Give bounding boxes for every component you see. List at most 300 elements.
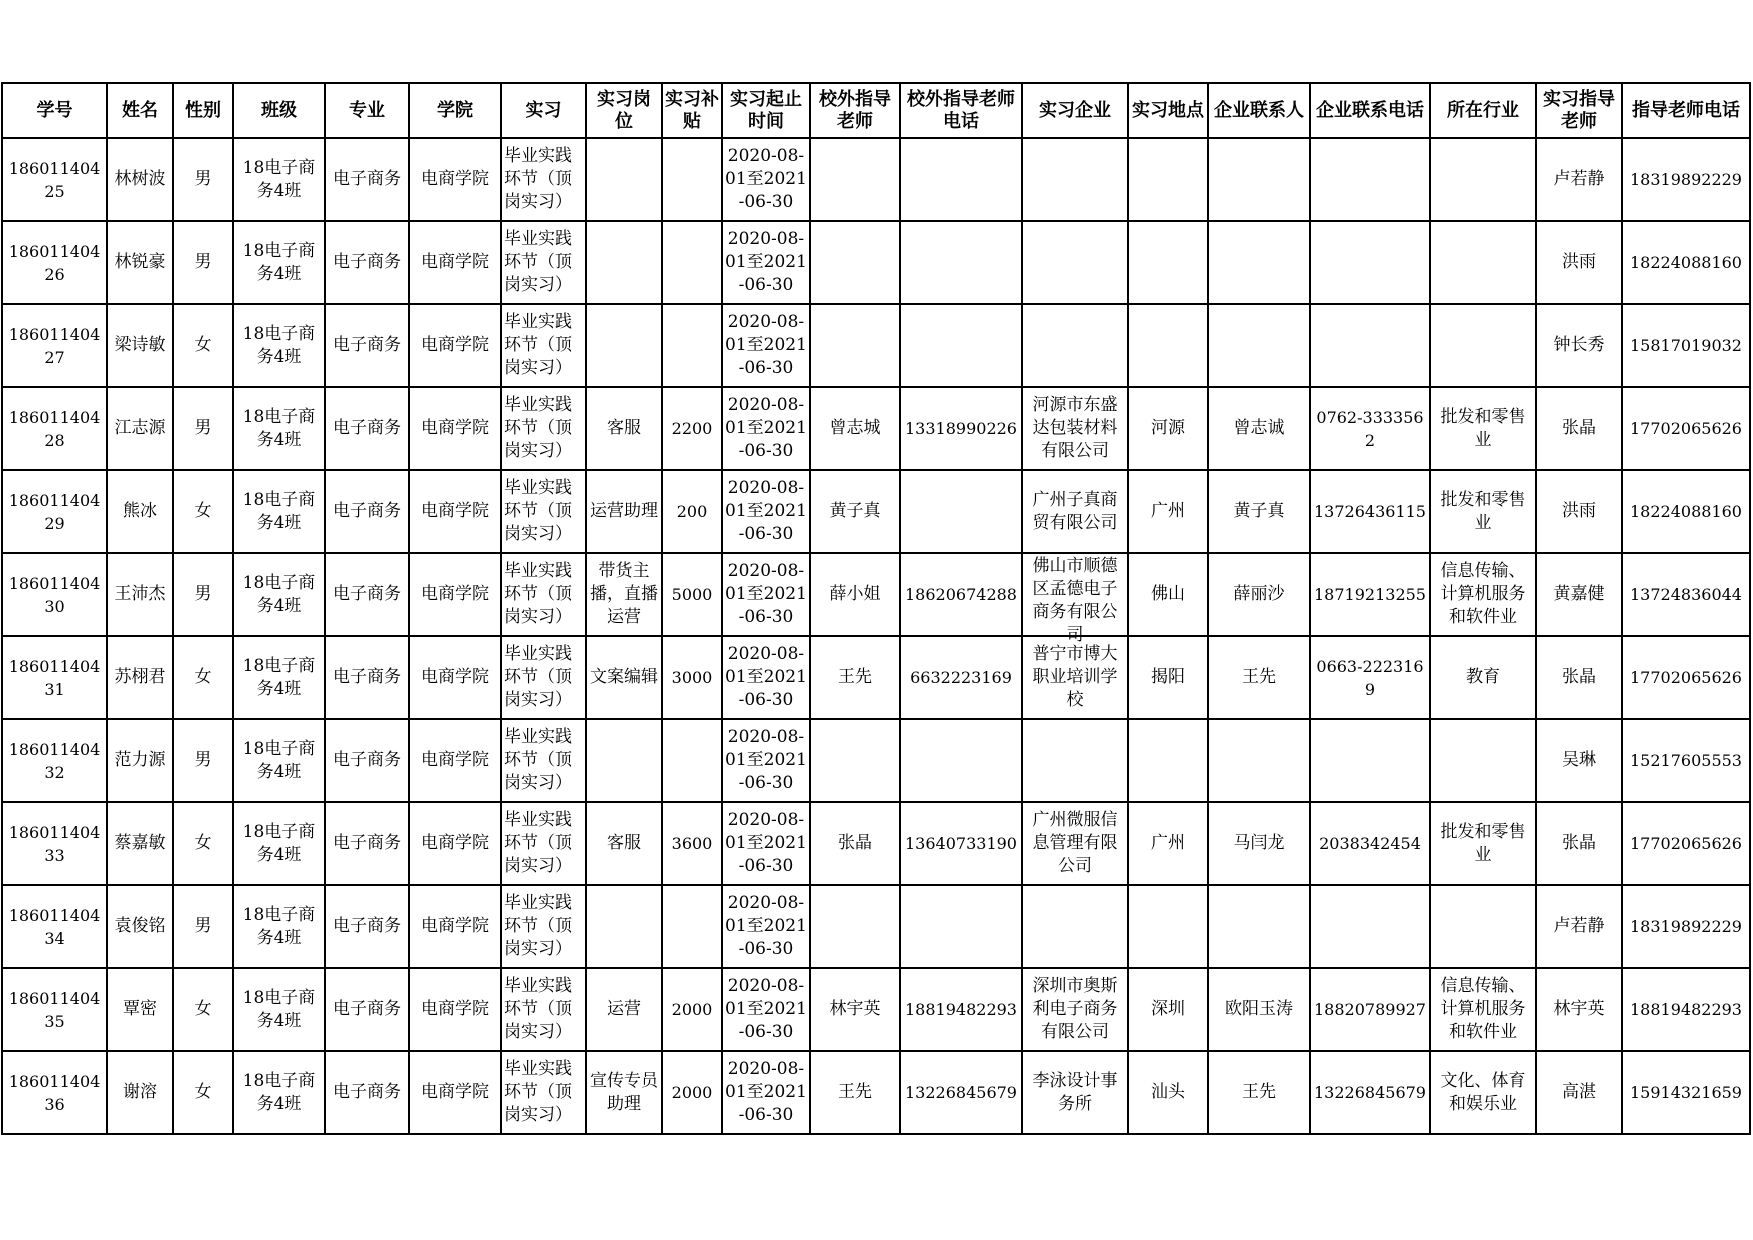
column-header: 指导老师电话 <box>1622 83 1750 138</box>
cell-text: 毕业实践环节（顶岗实习） <box>504 146 572 212</box>
cell-text: 2020-08-01至2021-06-30 <box>725 312 807 378</box>
cell-text: 河源 <box>1151 418 1185 438</box>
table-cell <box>662 387 722 470</box>
cell-text: 13318990226 <box>905 419 1017 438</box>
cell-text: 毕业实践环节（顶岗实习） <box>504 1059 572 1125</box>
column-header: 性别 <box>173 83 233 138</box>
table-cell <box>1128 802 1208 885</box>
table-cell <box>586 719 662 802</box>
cell-text: 电子商务 <box>333 335 401 355</box>
cell-text: 18电子商务4班 <box>242 738 316 782</box>
column-header: 企业联系人 <box>1208 83 1310 138</box>
column-header: 校外指导老师电话 <box>900 83 1022 138</box>
table-cell <box>900 553 1022 636</box>
table-cell <box>1310 304 1430 387</box>
cell-text: 18601140425 <box>8 158 101 201</box>
table-cell <box>1430 636 1536 719</box>
table-cell <box>1622 1051 1750 1134</box>
table-cell <box>1310 138 1430 221</box>
table-cell <box>173 968 233 1051</box>
cell-text: 女 <box>194 999 212 1019</box>
cell-text: 张晶 <box>1562 833 1596 853</box>
cell-text: 卢若静 <box>1553 916 1605 936</box>
table-cell <box>1310 719 1430 802</box>
cell-text: 18电子商务4班 <box>242 572 316 616</box>
table-cell <box>107 885 173 968</box>
table-cell <box>722 802 810 885</box>
cell-text: 男 <box>194 916 212 936</box>
cell-text: 女 <box>194 833 212 853</box>
table-cell <box>501 719 586 802</box>
table-row <box>2 304 1750 387</box>
cell-text: 河源市东盛达包装材料有限公司 <box>1032 395 1118 461</box>
cell-text: 林树波 <box>114 169 166 189</box>
table-cell <box>662 304 722 387</box>
cell-text: 电商学院 <box>421 501 489 521</box>
table-cell <box>662 719 722 802</box>
table-row <box>2 636 1750 719</box>
cell-text: 深圳市奥斯利电子商务有限公司 <box>1032 976 1118 1042</box>
table-cell <box>810 719 900 802</box>
cell-text: 2020-08-01至2021-06-30 <box>725 1059 807 1125</box>
table-cell <box>501 553 586 636</box>
cell-text: 2200 <box>671 419 713 438</box>
cell-text: 13724836044 <box>1630 585 1742 604</box>
table-cell <box>2 802 107 885</box>
table-cell <box>1208 968 1310 1051</box>
column-header: 所在行业 <box>1430 83 1536 138</box>
cell-text: 覃密 <box>123 999 157 1019</box>
table-cell <box>233 1051 325 1134</box>
cell-text: 18601140427 <box>8 324 101 367</box>
cell-text: 18319892229 <box>1630 917 1742 936</box>
table-cell <box>1208 470 1310 553</box>
cell-text: 电子商务 <box>333 667 401 687</box>
table-cell <box>2 885 107 968</box>
cell-text: 13726436115 <box>1314 502 1426 521</box>
cell-text: 18620674288 <box>905 585 1017 604</box>
table-cell <box>233 802 325 885</box>
cell-text: 电子商务 <box>333 418 401 438</box>
cell-text: 钟长秀 <box>1553 335 1605 355</box>
table-cell <box>586 636 662 719</box>
table-cell <box>409 719 501 802</box>
cell-text: 女 <box>194 335 212 355</box>
cell-text: 男 <box>194 252 212 272</box>
table-cell <box>1128 553 1208 636</box>
cell-text: 毕业实践环节（顶岗实习） <box>504 478 572 544</box>
table-cell <box>722 885 810 968</box>
table-cell <box>1022 636 1128 719</box>
table-cell <box>1208 636 1310 719</box>
cell-text: 毕业实践环节（顶岗实习） <box>504 893 572 959</box>
cell-text: 18电子商务4班 <box>242 987 316 1031</box>
table-cell <box>900 968 1022 1051</box>
table-cell <box>1310 1051 1430 1134</box>
table-row <box>2 719 1750 802</box>
cell-text: 佛山 <box>1151 584 1185 604</box>
table-cell <box>1622 221 1750 304</box>
cell-text: 谢溶 <box>123 1082 157 1102</box>
cell-text: 熊冰 <box>123 501 157 521</box>
column-header: 实习指导老师 <box>1536 83 1622 138</box>
table-cell <box>900 221 1022 304</box>
table-cell <box>173 470 233 553</box>
cell-text: 2020-08-01至2021-06-30 <box>725 644 807 710</box>
cell-text: 林锐豪 <box>114 252 166 272</box>
table-cell <box>586 885 662 968</box>
table-cell <box>1208 885 1310 968</box>
cell-text: 卢若静 <box>1553 169 1605 189</box>
table-cell <box>409 636 501 719</box>
table-cell <box>1022 138 1128 221</box>
cell-text: 文化、体育和娱乐业 <box>1440 1070 1526 1114</box>
table-cell <box>409 968 501 1051</box>
table-cell <box>173 802 233 885</box>
cell-text: 18601140432 <box>8 739 101 782</box>
cell-text: 张晶 <box>1562 418 1596 438</box>
table-cell <box>1536 719 1622 802</box>
table-cell <box>107 553 173 636</box>
table-cell <box>810 802 900 885</box>
cell-text: 18224088160 <box>1630 502 1742 521</box>
table-cell <box>1622 553 1750 636</box>
cell-text: 薛小姐 <box>829 584 881 604</box>
table-row <box>2 221 1750 304</box>
cell-text: 曾志诚 <box>1233 418 1285 438</box>
table-cell <box>1536 885 1622 968</box>
column-header: 实习岗位 <box>586 83 662 138</box>
table-cell <box>325 885 409 968</box>
table-cell <box>233 304 325 387</box>
table-cell <box>409 885 501 968</box>
cell-text: 毕业实践环节（顶岗实习） <box>504 810 572 876</box>
cell-text: 揭阳 <box>1151 667 1185 687</box>
table-cell <box>1622 968 1750 1051</box>
cell-text: 批发和零售业 <box>1440 406 1526 450</box>
cell-text: 18601140435 <box>8 988 101 1031</box>
table-cell <box>586 553 662 636</box>
cell-text: 18819482293 <box>905 1000 1017 1019</box>
cell-text: 18601140431 <box>8 656 101 699</box>
cell-text: 18319892229 <box>1630 170 1742 189</box>
table-cell <box>1208 221 1310 304</box>
table-cell <box>1622 387 1750 470</box>
table-row <box>2 968 1750 1051</box>
cell-text: 18电子商务4班 <box>242 240 316 284</box>
column-header: 专业 <box>325 83 409 138</box>
table-cell <box>1022 802 1128 885</box>
cell-text: 18电子商务4班 <box>242 489 316 533</box>
cell-text: 李泳设计事务所 <box>1032 1070 1118 1114</box>
cell-text: 教育 <box>1466 667 1500 687</box>
table-cell <box>662 553 722 636</box>
cell-text: 5000 <box>671 585 713 604</box>
cell-text: 电子商务 <box>333 833 401 853</box>
table-cell <box>2 138 107 221</box>
table-cell <box>1022 304 1128 387</box>
table-cell <box>2 636 107 719</box>
cell-text: 18电子商务4班 <box>242 157 316 201</box>
cell-text: 毕业实践环节（顶岗实习） <box>504 395 572 461</box>
cell-text: 批发和零售业 <box>1440 489 1526 533</box>
table-cell <box>810 636 900 719</box>
cell-text: 18601140429 <box>8 490 101 533</box>
internship-table <box>1 82 1751 1135</box>
table-cell <box>2 968 107 1051</box>
table-cell <box>173 138 233 221</box>
cell-text: 信息传输、计算机服务和软件业 <box>1440 976 1526 1042</box>
table-cell <box>409 553 501 636</box>
table-cell <box>586 802 662 885</box>
table-cell <box>501 968 586 1051</box>
table-cell <box>1430 885 1536 968</box>
column-header: 实习起止时间 <box>722 83 810 138</box>
table-cell <box>662 885 722 968</box>
cell-text: 电子商务 <box>333 916 401 936</box>
cell-text: 13226845679 <box>1314 1083 1426 1102</box>
table-cell <box>810 470 900 553</box>
table-cell <box>1022 1051 1128 1134</box>
table-cell <box>900 802 1022 885</box>
cell-text: 男 <box>194 169 212 189</box>
table-cell <box>107 636 173 719</box>
column-header: 企业联系电话 <box>1310 83 1430 138</box>
cell-text: 广州 <box>1151 833 1185 853</box>
cell-text: 江志源 <box>114 418 166 438</box>
column-header: 姓名 <box>107 83 173 138</box>
table-cell <box>722 553 810 636</box>
cell-text: 电商学院 <box>421 999 489 1019</box>
cell-text: 18电子商务4班 <box>242 406 316 450</box>
table-cell <box>1128 968 1208 1051</box>
table-cell <box>233 636 325 719</box>
table-cell <box>409 1051 501 1134</box>
table-cell <box>1310 885 1430 968</box>
cell-text: 2020-08-01至2021-06-30 <box>725 395 807 461</box>
table-cell <box>233 221 325 304</box>
table-cell <box>1430 470 1536 553</box>
cell-text: 广州子真商贸有限公司 <box>1032 489 1118 533</box>
table-cell <box>1310 802 1430 885</box>
cell-text: 吴琳 <box>1562 750 1596 770</box>
cell-text: 2020-08-01至2021-06-30 <box>725 976 807 1042</box>
table-cell <box>233 885 325 968</box>
table-cell <box>107 1051 173 1134</box>
cell-text: 女 <box>194 501 212 521</box>
table-cell <box>900 636 1022 719</box>
table-cell <box>107 719 173 802</box>
table-cell <box>1430 719 1536 802</box>
cell-text: 2038342454 <box>1319 834 1421 853</box>
table-cell <box>1536 304 1622 387</box>
column-header: 校外指导老师 <box>810 83 900 138</box>
cell-text: 批发和零售业 <box>1440 821 1526 865</box>
table-cell <box>1310 470 1430 553</box>
cell-text: 13226845679 <box>905 1083 1017 1102</box>
cell-text: 洪雨 <box>1562 252 1596 272</box>
table-cell <box>722 636 810 719</box>
table-cell <box>1128 1051 1208 1134</box>
table-cell <box>662 802 722 885</box>
cell-text: 蔡嘉敏 <box>114 833 166 853</box>
cell-text: 2000 <box>671 1000 713 1019</box>
table-cell <box>1128 304 1208 387</box>
cell-text: 黄嘉健 <box>1553 584 1605 604</box>
cell-text: 2020-08-01至2021-06-30 <box>725 893 807 959</box>
table-cell <box>233 470 325 553</box>
cell-text: 2020-08-01至2021-06-30 <box>725 727 807 793</box>
cell-text: 18601140428 <box>8 407 101 450</box>
table-cell <box>233 553 325 636</box>
cell-text: 高湛 <box>1562 1082 1596 1102</box>
cell-text: 2020-08-01至2021-06-30 <box>725 229 807 295</box>
table-cell <box>173 1051 233 1134</box>
cell-text: 电商学院 <box>421 252 489 272</box>
table-cell <box>1536 387 1622 470</box>
table-cell <box>501 221 586 304</box>
cell-text: 广州 <box>1151 501 1185 521</box>
cell-text: 2020-08-01至2021-06-30 <box>725 561 807 627</box>
table-row <box>2 885 1750 968</box>
column-header: 学院 <box>409 83 501 138</box>
table-cell <box>1310 221 1430 304</box>
cell-text: 苏栩君 <box>114 667 166 687</box>
cell-text: 林宇英 <box>829 999 881 1019</box>
cell-text: 18224088160 <box>1630 253 1742 272</box>
cell-text: 张晶 <box>838 833 872 853</box>
table-cell <box>1022 553 1128 645</box>
table-cell <box>1536 1051 1622 1134</box>
table-row <box>2 138 1750 221</box>
table-cell <box>810 1051 900 1134</box>
table-cell <box>1022 885 1128 968</box>
cell-text: 薛丽沙 <box>1233 584 1285 604</box>
table-cell <box>1622 885 1750 968</box>
table-cell <box>501 304 586 387</box>
cell-text: 2020-08-01至2021-06-30 <box>725 478 807 544</box>
table-cell <box>810 387 900 470</box>
cell-text: 电商学院 <box>421 169 489 189</box>
table-cell <box>2 719 107 802</box>
table-cell <box>107 387 173 470</box>
table-cell <box>1536 802 1622 885</box>
table-cell <box>501 802 586 885</box>
table-cell <box>107 802 173 885</box>
table-cell <box>1622 138 1750 221</box>
table-cell <box>501 387 586 470</box>
cell-text: 王沛杰 <box>114 584 166 604</box>
column-header: 学号 <box>2 83 107 138</box>
cell-text: 王先 <box>1242 667 1276 687</box>
table-cell <box>2 221 107 304</box>
cell-text: 文案编辑 <box>590 667 658 687</box>
cell-text: 18电子商务4班 <box>242 323 316 367</box>
cell-text: 客服 <box>607 833 641 853</box>
cell-text: 袁俊铭 <box>114 916 166 936</box>
table-cell <box>900 387 1022 470</box>
table-cell <box>409 221 501 304</box>
cell-text: 毕业实践环节（顶岗实习） <box>504 644 572 710</box>
cell-text: 广州微服信息管理有限公司 <box>1032 810 1118 876</box>
cell-text: 18电子商务4班 <box>242 655 316 699</box>
cell-text: 18819482293 <box>1630 1000 1742 1019</box>
table-cell <box>2 387 107 470</box>
table-cell <box>233 719 325 802</box>
cell-text: 18电子商务4班 <box>242 904 316 948</box>
cell-text: 黄子真 <box>1233 501 1285 521</box>
cell-text: 0762-3333562 <box>1316 407 1424 450</box>
column-header: 实习企业 <box>1022 83 1128 138</box>
cell-text: 2020-08-01至2021-06-30 <box>725 810 807 876</box>
cell-text: 18601140433 <box>8 822 101 865</box>
cell-text: 王先 <box>838 1082 872 1102</box>
table-cell <box>501 1051 586 1134</box>
cell-text: 0663-2223169 <box>1316 656 1424 699</box>
table-cell <box>722 304 810 387</box>
cell-text: 毕业实践环节（顶岗实习） <box>504 312 572 378</box>
table-cell <box>1128 636 1208 719</box>
column-header: 实习补贴 <box>662 83 722 138</box>
cell-text: 毕业实践环节（顶岗实习） <box>504 229 572 295</box>
cell-text: 毕业实践环节（顶岗实习） <box>504 561 572 627</box>
table-cell <box>586 304 662 387</box>
table-cell <box>1430 221 1536 304</box>
table-cell <box>173 719 233 802</box>
table-cell <box>2 470 107 553</box>
table-cell <box>1622 470 1750 553</box>
table-cell <box>107 138 173 221</box>
table-cell <box>1208 1051 1310 1134</box>
table-cell <box>1430 304 1536 387</box>
cell-text: 6632223169 <box>910 668 1012 687</box>
table-cell <box>900 304 1022 387</box>
cell-text: 信息传输、计算机服务和软件业 <box>1440 561 1526 627</box>
table-cell <box>233 138 325 221</box>
table-cell <box>409 304 501 387</box>
table-cell <box>1430 138 1536 221</box>
table-cell <box>173 885 233 968</box>
table-cell <box>900 470 1022 553</box>
cell-text: 普宁市博大职业培训学校 <box>1032 644 1118 710</box>
table-cell <box>722 719 810 802</box>
cell-text: 3600 <box>671 834 713 853</box>
cell-text: 电子商务 <box>333 252 401 272</box>
header-row <box>2 83 1750 138</box>
cell-text: 2000 <box>671 1083 713 1102</box>
cell-text: 毕业实践环节（顶岗实习） <box>504 727 572 793</box>
table-cell <box>1208 304 1310 387</box>
cell-text: 18电子商务4班 <box>242 821 316 865</box>
table-cell <box>1536 221 1622 304</box>
table-cell <box>409 387 501 470</box>
table-cell <box>722 387 810 470</box>
table-cell <box>325 304 409 387</box>
table-cell <box>586 1051 662 1134</box>
table-cell <box>1536 636 1622 719</box>
cell-text: 电子商务 <box>333 584 401 604</box>
table-cell <box>900 885 1022 968</box>
table-cell <box>722 221 810 304</box>
cell-text: 18719213255 <box>1314 585 1426 604</box>
cell-text: 200 <box>676 502 708 521</box>
cell-text: 2020-08-01至2021-06-30 <box>725 146 807 212</box>
table-cell <box>325 470 409 553</box>
cell-text: 张晶 <box>1562 667 1596 687</box>
table-cell <box>501 636 586 719</box>
table-cell <box>501 885 586 968</box>
table-cell <box>810 138 900 221</box>
